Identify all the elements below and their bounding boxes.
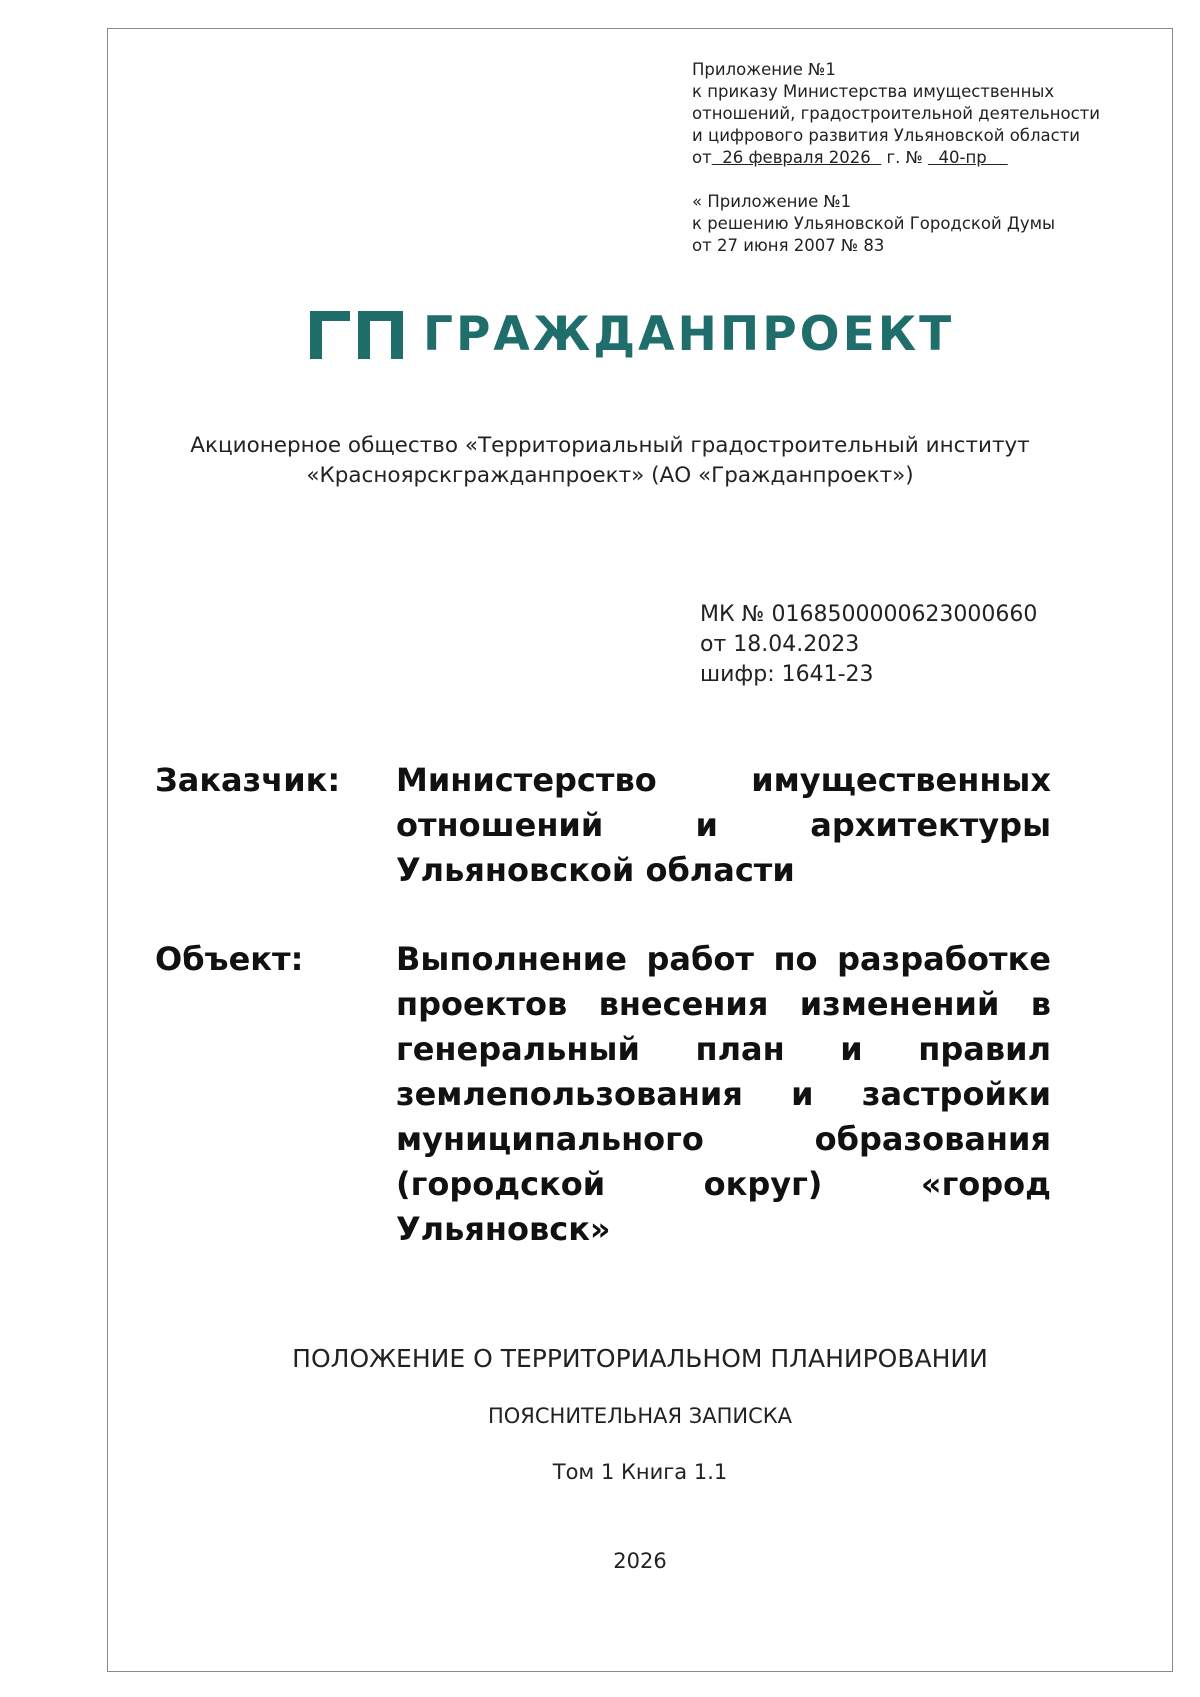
organization-name: [140, 431, 1080, 491]
decision-appendix-title: « Приложение №1: [692, 192, 852, 211]
order-date-line: [692, 147, 1162, 169]
order-number: 40-пр: [928, 148, 1008, 167]
order-appendix-line: и цифрового развития Ульяновской области: [692, 126, 1081, 145]
document-volume: Том 1 Книга 1.1: [552, 1460, 728, 1484]
contract-date: от 18.04.2023: [700, 632, 860, 657]
contract-info: [700, 600, 1037, 690]
order-appendix-title: Приложение №1: [692, 60, 836, 79]
decision-appendix-block: [692, 191, 1162, 257]
document-subtitle: ПОЯСНИТЕЛЬНАЯ ЗАПИСКА: [487, 1404, 793, 1428]
customer-label: Заказчик:: [155, 761, 341, 799]
decision-appendix-line: от 27 июня 2007 № 83: [692, 236, 885, 255]
order-appendix-line: к приказу Министерства имущественных: [692, 82, 1055, 101]
gp-logo-mark-icon: [310, 311, 403, 359]
order-number-prefix: г. №: [881, 148, 929, 167]
contract-number: МК № 0168500000623000660: [700, 602, 1038, 627]
organization-line: Акционерное общество «Территориальный градостроительный институт: [190, 433, 1030, 458]
logo-wordmark: ГРАЖДАНПРОЕКТ: [423, 307, 955, 362]
company-logo: [310, 305, 954, 365]
object-value: Выполнение работ по разработке проектов внесения изменений в генеральный план и правил землепользования и застройки муниципального образования (городской округ) «город Ульяновск»: [396, 940, 1051, 1248]
decision-appendix-line: к решению Ульяновской Городской Думы: [692, 214, 1056, 233]
document-year: 2026: [613, 1549, 667, 1573]
order-appendix-line: отношений, градостроительной деятельности: [692, 104, 1100, 123]
organization-line: «Красноярскгражданпроект» (АО «Гражданпроект»): [306, 463, 914, 488]
document-title: ПОЛОЖЕНИЕ О ТЕРРИТОРИАЛЬНОМ ПЛАНИРОВАНИИ: [292, 1344, 988, 1373]
order-from-prefix: от: [692, 148, 712, 167]
contract-cipher: шифр: 1641-23: [700, 662, 874, 687]
customer-value: Министерство имущественных отношений и архитектуры Ульяновской области: [396, 761, 1051, 889]
order-date: 26 февраля 2026: [711, 148, 882, 167]
order-appendix-block: [692, 59, 1162, 169]
object-label: Объект:: [155, 940, 304, 978]
